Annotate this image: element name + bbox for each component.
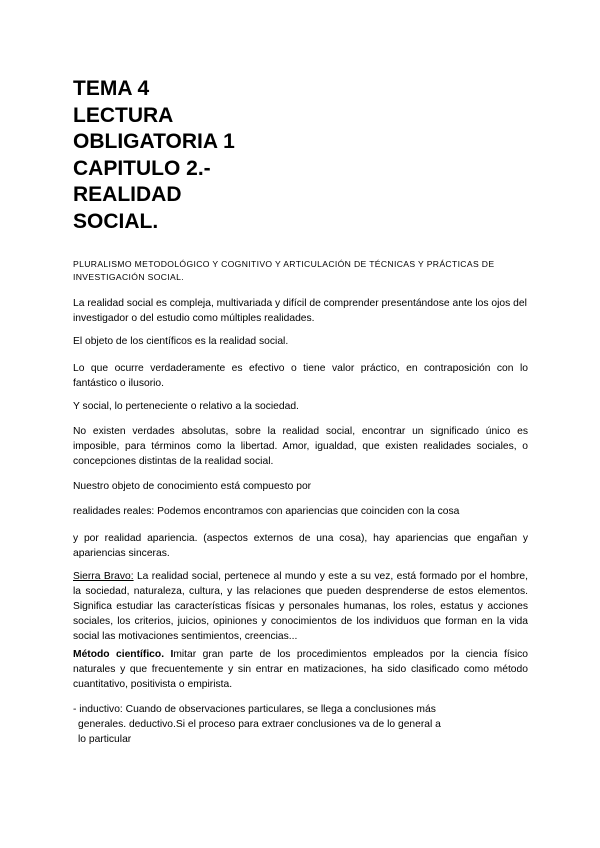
paragraph-metodo [73,647,528,692]
paragraph: Nuestro objeto de conocimiento está compuesto por [73,481,312,492]
paragraph-sierra-bravo [73,569,528,644]
paragraph: Y social, lo perteneciente o relativo a la sociedad. [73,401,299,412]
paragraph: realidades reales: Podemos encontramos con apariencias que coinciden con la cosa [73,506,460,517]
paragraph: El objeto de los científicos es la realidad social. [73,336,289,347]
title-line: OBLIGATORIA 1 [73,130,235,153]
paragraph: y por realidad apariencia. (aspectos externos de una cosa), hay apariencias que engañan y apariencias sinceras. [73,533,528,559]
paragraph: Lo que ocurre verdaderamente es efectivo o tiene valor práctico, en contraposición con lo fantástico o ilusorio. [73,363,528,389]
paragraph: La realidad social es compleja, multivariada y difícil de comprender presentándose ante los ojos del investigador o del estudio como múltiples realidades. [73,298,527,324]
title-line: SOCIAL. [73,209,159,233]
bullet-block [73,702,528,747]
bold-term: Método científico. I [73,649,174,660]
section-subtitle: PLURALISMO METODOLÓGICO Y COGNITIVO Y ARTICULACIÓN DE TÉCNICAS Y PRÁCTICAS DE INVESTIGACIÓN SOCIAL. [73,259,495,282]
paragraph-text: La realidad social, pertenece al mundo y este a su vez, está formado por el hombre, la sociedad, naturaleza, cultura, y las relaciones que pueden desprenderse de estos elementos. Significa estudiar las características físicas y personales humanas, los roles, estatus y acciones sociales, los criterios, juicios, opiniones y conocimientos de los individuos que forman en la vida social las motivaciones sentimientos, creencias... [73,571,528,642]
title-line: LECTURA [73,103,174,127]
title-line: CAPITULO 2.- [73,156,211,180]
paragraph-text: mitar gran parte de los procedimientos empleados por la ciencia físico naturales y que frecuentemente y sin entrar en matizaciones, ha sido clasificado como método cuantitativo, positivista o empirista. [73,649,528,690]
page-title [73,76,235,235]
bullet-line: lo particular [78,734,132,745]
title-line: TEMA 4 [73,77,150,100]
bullet-line: - inductivo: Cuando de observaciones particulares, se llega a conclusiones más [73,704,436,715]
author-reference: Sierra Bravo: [73,571,134,582]
title-line: REALIDAD [73,183,182,206]
bullet-line: generales. deductivo.Si el proceso para extraer conclusiones va de lo general a [78,719,441,730]
paragraph: No existen verdades absolutas, sobre la realidad social, encontrar un significado único es imposible, para términos como la libertad. Amor, igualdad, que existen realidades sociales, o concepciones distintas de la realidad social. [73,426,528,467]
